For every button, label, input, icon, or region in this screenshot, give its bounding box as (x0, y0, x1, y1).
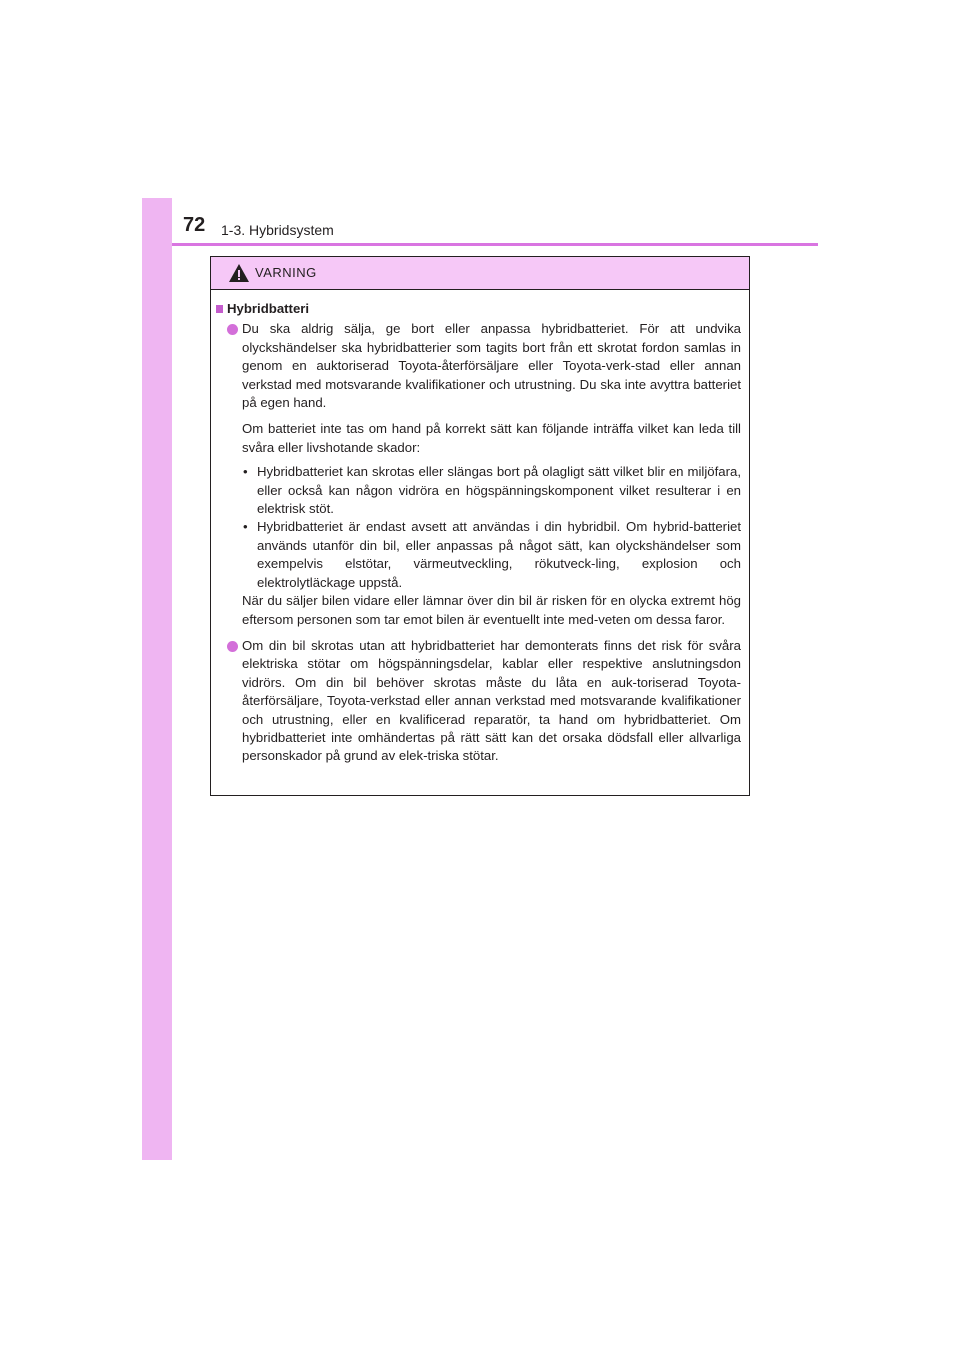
heading-text: Hybridbatteri (227, 301, 310, 316)
item-text: Om din bil skrotas utan att hybridbatteriet har demonterats finns det risk för svåra elektriska stötar om högspänningsdelar, kablar eller respektive anslutningsdon vidrörs. Om din bil behöver skrotas måste du låta en auk-toriserad Toyota-återförsäljare, Toyota-verkstad eller annan verkstad med motsvarande kvalifikationer och utrustning, eller en kvalificerad reparatör, ta hand om hybridbatteriet. Om hybridbatteriet inte omhändertas på rätt sätt kan det orsaka dödsfall eller allvarliga personskador på grund av elek-triska stötar. (242, 637, 741, 764)
header-rule (172, 243, 818, 246)
warning-title: VARNING (255, 265, 317, 280)
paragraph-resale: När du säljer bilen vidare eller lämnar över din bil är risken för en olycka extremt hög eftersom personen som tar emot bilen är eventuellt inte med-veten om dessa faror. (242, 593, 741, 627)
item-text: Du ska aldrig sälja, ge bort eller anpassa hybridbatteriet. För att undvika olyckshändelser ska hybridbatterier som tagits bort från ett skrotat fordon samlas in genom en auktoriserad Toyota-återförsäljare eller Toyota-verk-stad eller annan verkstad med motsvarande kvalifikationer och utrustning. Du ska inte avyttra batteriet på egen hand. (242, 321, 741, 411)
circle-bullet-icon (227, 324, 238, 335)
warning-body (211, 290, 749, 766)
warning-heading (215, 300, 741, 318)
warning-triangle-icon (228, 263, 250, 283)
list-item-text: Hybridbatteriet är endast avsett att användas i din hybridbil. Om hybrid-batteriet används utanför din bil, eller anpassas på något sätt, kan olyckshändelser som exempelvis elstötar, värmeutveckling, rökutveck-ling, explosion och elektrolytläckage uppstå. (257, 519, 741, 590)
warning-item-1 (215, 320, 741, 412)
bullet-mark: • (243, 464, 248, 480)
page-number: 72 (183, 214, 206, 236)
warning-box (210, 256, 750, 796)
bullet-mark: • (243, 519, 248, 535)
paragraph-consequences: Om batteriet inte tas om hand på korrekt sätt kan följande inträffa vilket kan leda till svåra eller livshotande skador: (242, 421, 741, 455)
section-side-tab (142, 198, 172, 1160)
list-item-text: Hybridbatteriet kan skrotas eller slängas bort på olagligt sätt vilket blir en miljöfara, eller också kan någon vidröra en högspänningskomponent vilket resulterar i en elektrisk stöt. (257, 464, 741, 517)
list-item (242, 463, 741, 518)
consequence-list (215, 463, 741, 592)
warning-item-2 (215, 637, 741, 766)
square-bullet-icon (216, 305, 223, 313)
circle-bullet-icon (227, 641, 238, 652)
warning-header (211, 257, 749, 290)
section-title: 1-3. Hybridsystem (221, 222, 334, 238)
list-item (242, 518, 741, 592)
